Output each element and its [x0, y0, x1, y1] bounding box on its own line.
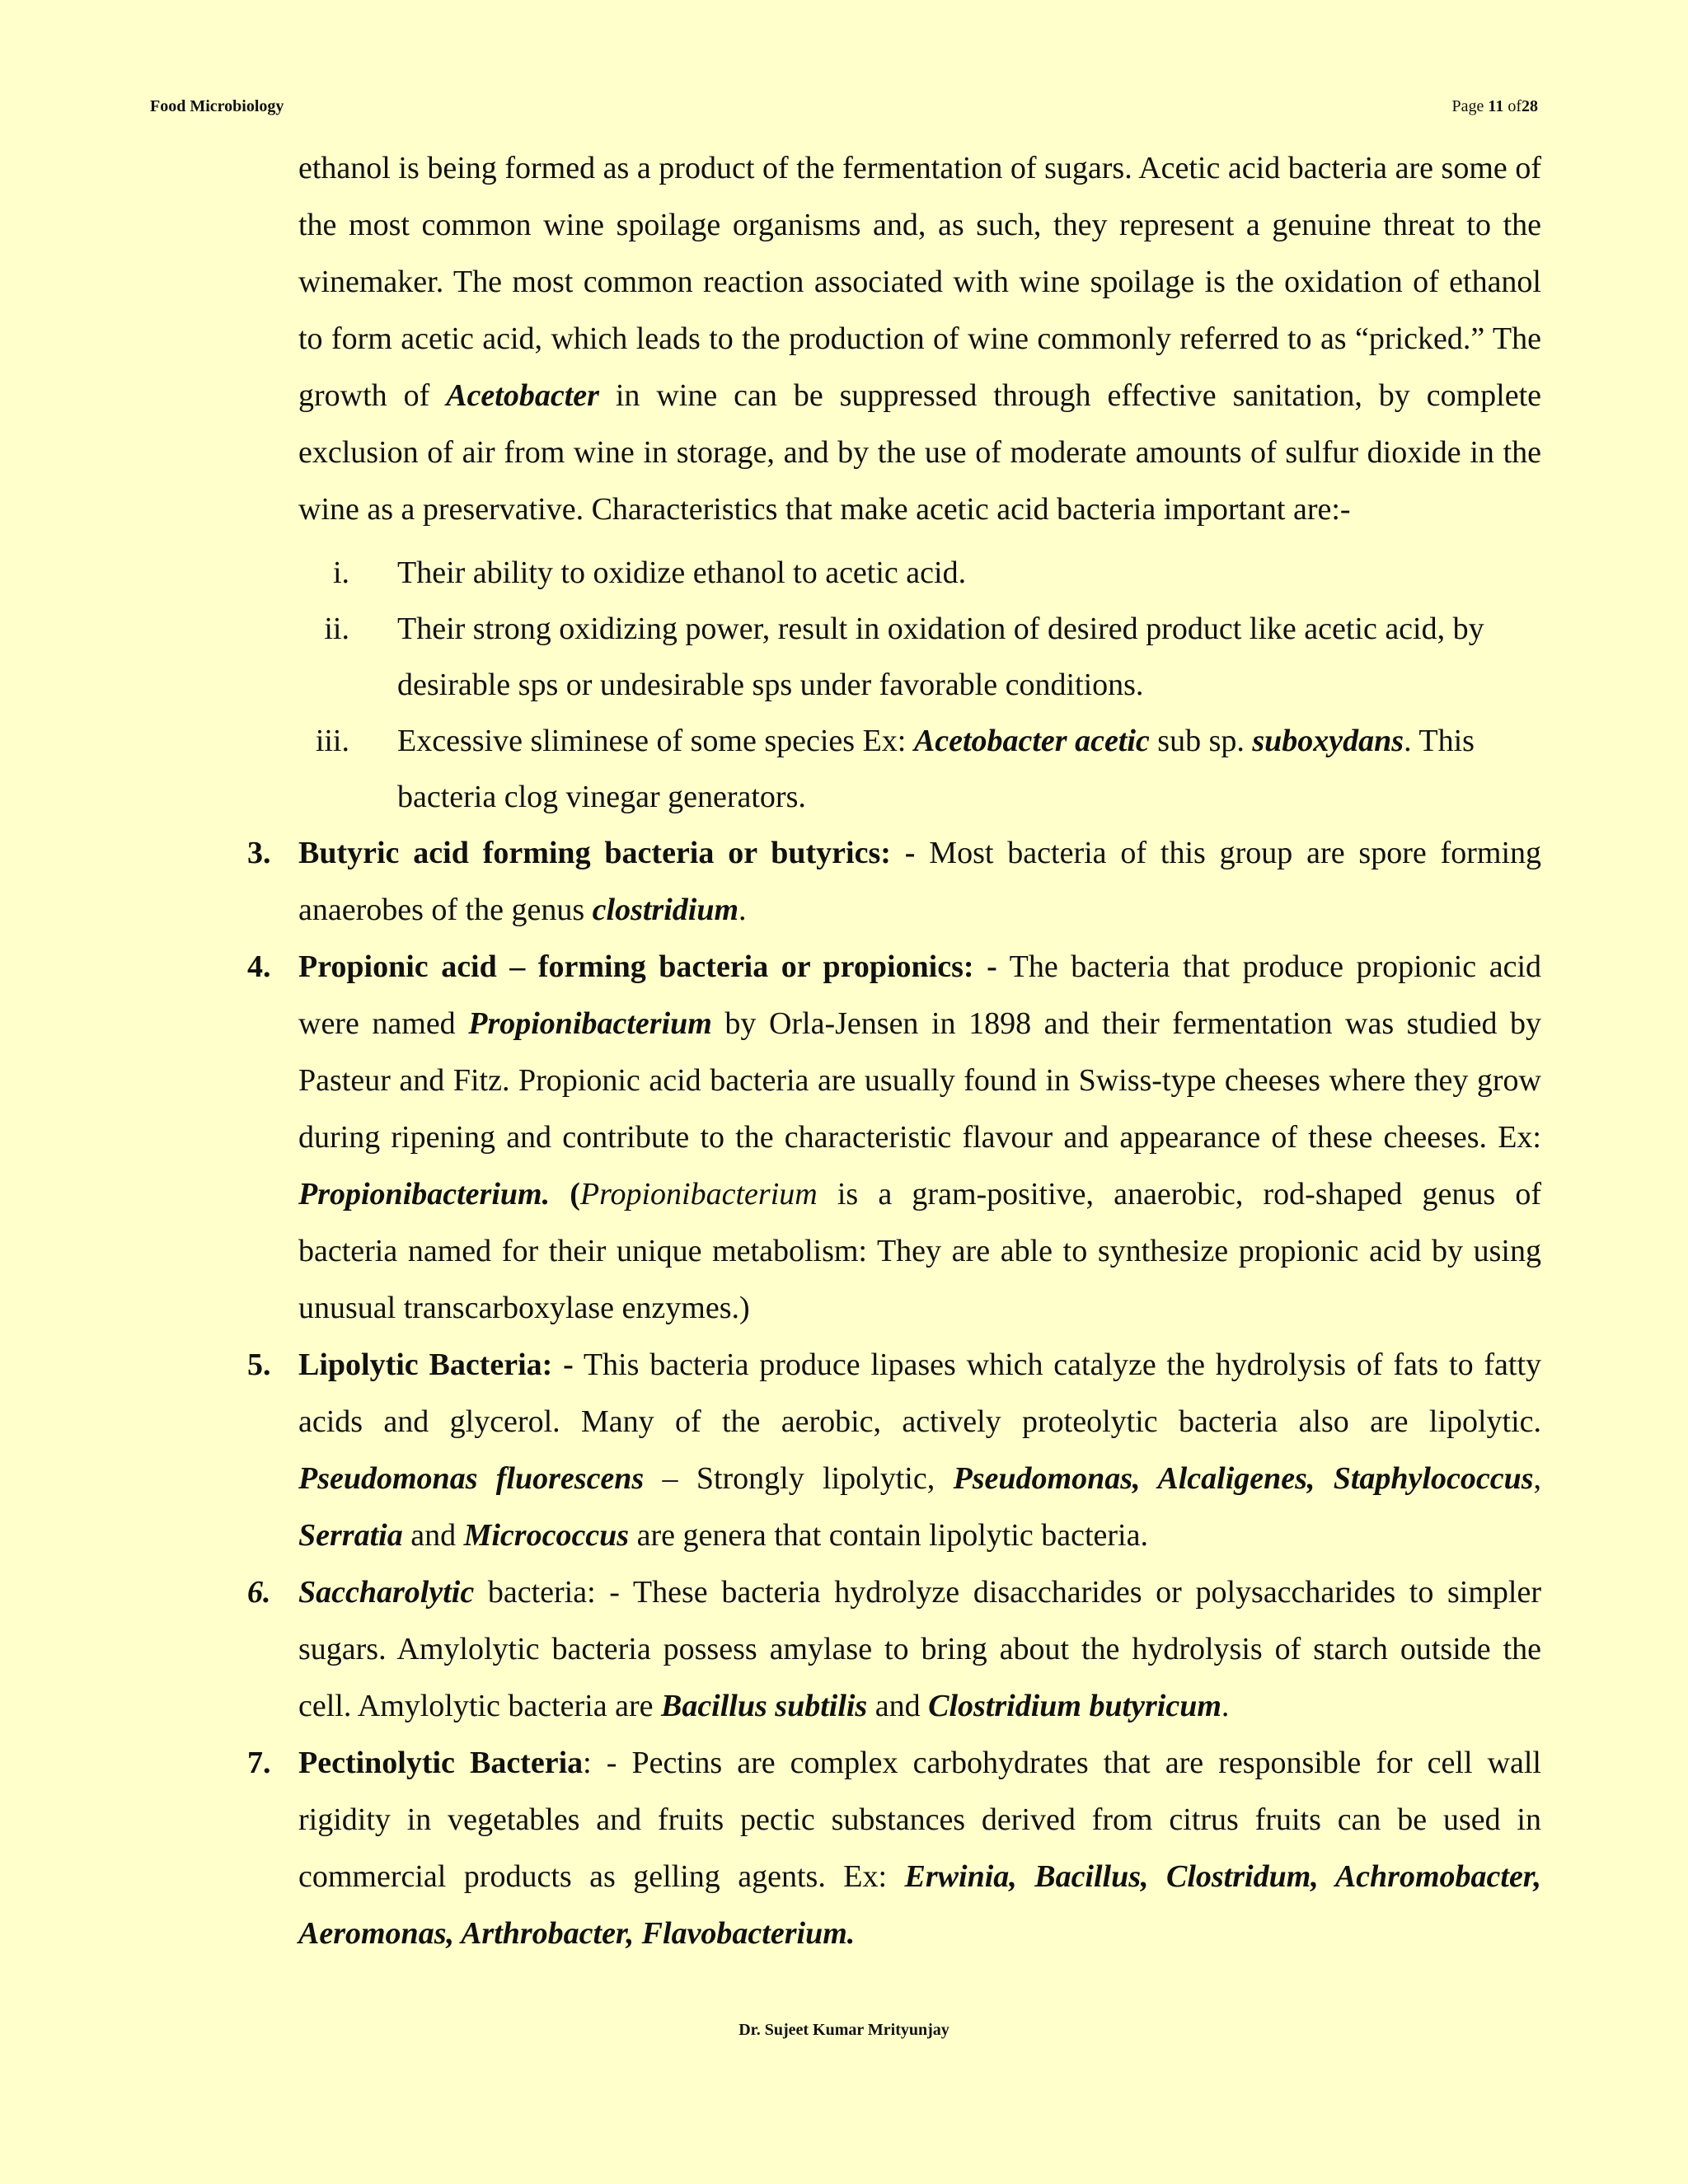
list-item-propionic: 4. Propionic acid – forming bacteria or propionics: - The bacteria that produce propionic acid were named Propionibacterium by Orla-Jensen in 1898 and their fermentation was studied by Pasteur and Fitz. Propionic acid bacteria are usually found in Swiss-type cheeses where they grow during ripening and contribute to the characteristic flavour and appearance of these cheeses. Ex: Propionibacterium. (Propionibacterium is a gram-positive, anaerobic, rod-shaped genus of bacteria named for their unique metabolism: They are able to synthesize propionic acid by using unusual transcarboxylase enzymes.): [247, 949, 1542, 1325]
list-item-saccharolytic: 6. Saccharolytic bacteria: - These bacteria hydrolyze disaccharides or polysaccharides to simpler sugars. Amylolytic bacteria possess amylase to bring about the hydrolysis of starch outside the cell. Amylolytic bacteria are Bacillus subtilis and Clostridium butyricum.: [247, 1575, 1541, 1723]
list-item-butyric: 3. Butyric acid forming bacteria or butyrics: - Most bacteria of this group are spore forming anaerobes of the genus clostridium.: [247, 836, 1542, 927]
page-header: [150, 97, 1538, 122]
item-heading: Saccharolytic: [298, 1575, 475, 1610]
genus-name: Acetobacter: [446, 378, 599, 413]
item-heading: Lipolytic Bacteria: -: [298, 1347, 574, 1382]
item-heading: Pectinolytic Bacteria: [298, 1746, 584, 1780]
bacteria-types-list: [247, 825, 1542, 1962]
page-total: 28: [1522, 97, 1538, 115]
list-item: ii. Their strong oxidizing power, result in oxidation of desired product like acetic acid, by desirable sps or undesirable sps under favorable conditions.: [324, 612, 1484, 702]
page-body: [247, 140, 1542, 1962]
list-item-lipolytic: 5. Lipolytic Bacteria: - This bacteria produce lipases which catalyze the hydrolysis of fats to fatty acids and glycerol. Many of the aerobic, actively proteolytic bacteria also are lipolytic. Pseudomonas fluorescens – Strongly lipolytic, Pseudomonas, Alcaligenes, Staphylococcus, Serratia and Micrococcus are genera that contain lipolytic bacteria.: [247, 1347, 1542, 1553]
list-item-pectinolytic: 7. Pectinolytic Bacteria: - Pectins are complex carbohydrates that are responsible for cell wall rigidity in vegetables and fruits pectic substances derived from citrus fruits can be used in commercial products as gelling agents. Ex: Erwinia, Bacillus, Clostridum, Achromobacter, Aeromonas, Arthrobacter, Flavobacterium.: [247, 1746, 1541, 1951]
item-heading: Propionic acid – forming bacteria or propionics: -: [298, 949, 997, 984]
page-current: 11: [1488, 97, 1504, 115]
list-item: i. Their ability to oxidize ethanol to acetic acid.: [332, 555, 967, 590]
page-number: Page 11 of28: [1451, 97, 1538, 115]
intro-paragraph: ethanol is being formed as a product of the fermentation of sugars. Acetic acid bacteria are some of the most common wine spoilage organisms and, as such, they represent a genuine threat to the winemaker. The most common reaction associated with wine spoilage is the oxidation of ethanol to form acetic acid, which leads to the production of wine commonly referred to as “pricked.” The growth of Acetobacter in wine can be suppressed through effective sanitation, by complete exclusion of air from wine in storage, and by the use of moderate amounts of sulfur dioxide in the wine as a preservative. Characteristics that make acetic acid bacteria important are:-: [298, 151, 1541, 527]
list-item: iii. Excessive sliminese of some species Ex: Acetobacter acetic sub sp. suboxydans. This bacteria clog vinegar generators.: [315, 724, 1475, 814]
document-title: Food Microbiology: [150, 97, 284, 115]
characteristics-list: [298, 545, 1541, 825]
author-name: Dr. Sujeet Kumar Mrityunjay: [738, 2021, 950, 2039]
page-footer: [0, 2021, 1688, 2040]
item-heading: Butyric acid forming bacteria or butyrics: -: [298, 836, 916, 870]
